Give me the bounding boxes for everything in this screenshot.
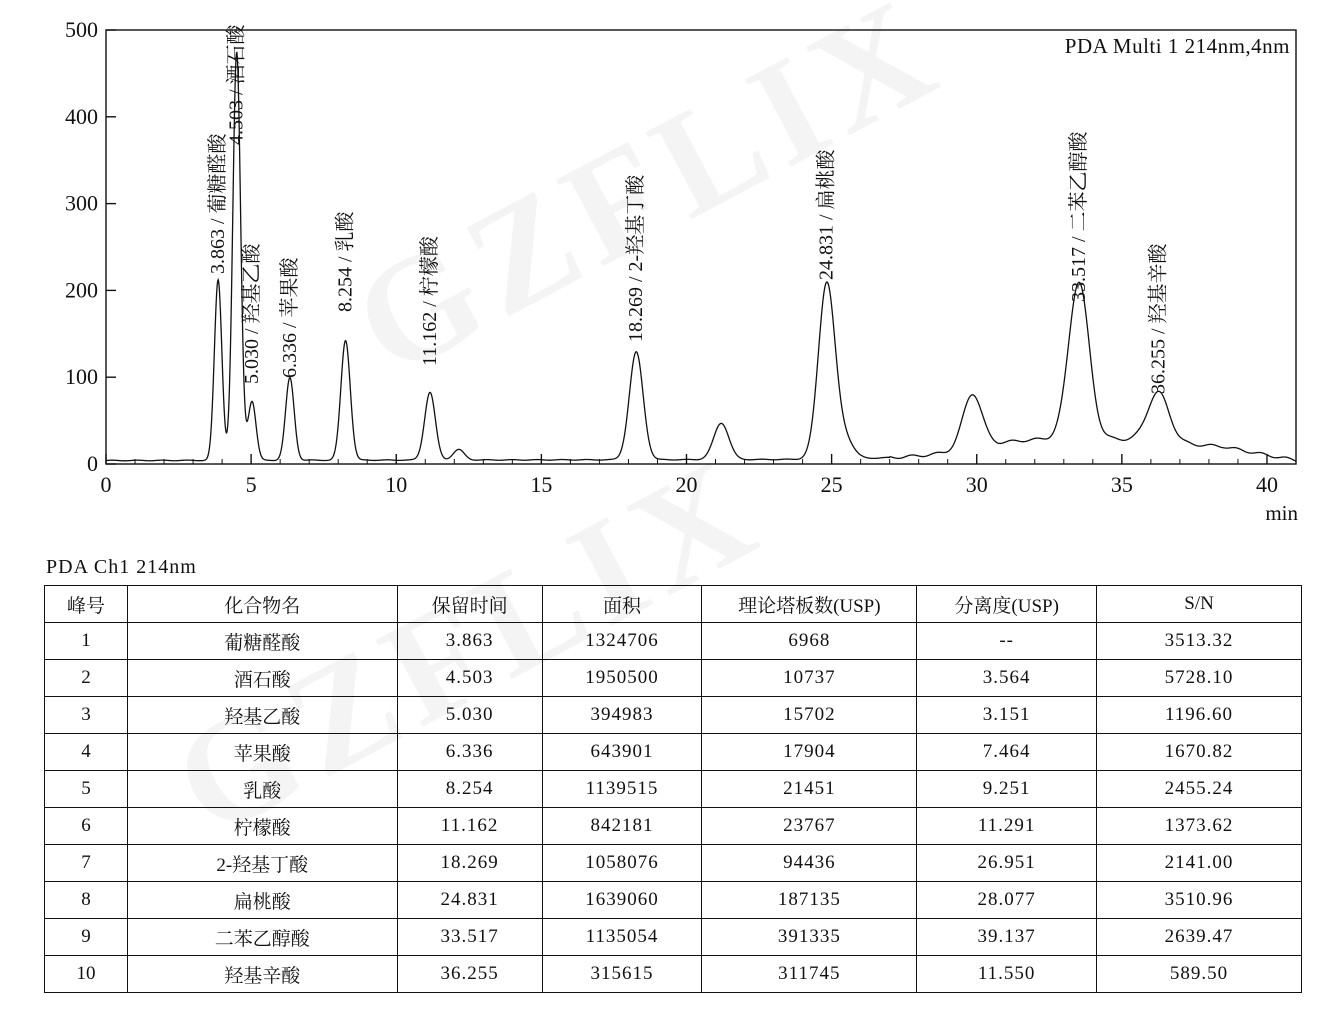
cell-compound-name: 羟基乙酸 [127, 697, 397, 734]
th-theoretical-plates: 理论塔板数(USP) [702, 586, 917, 623]
detector-legend: PDA Multi 1 214nm,4nm [1064, 34, 1290, 58]
peak-label: 3.863 / 葡糖醛酸 [207, 133, 230, 274]
table-row [45, 771, 1302, 808]
cell-resolution: 39.137 [917, 919, 1097, 956]
th-resolution: 分离度(USP) [917, 586, 1097, 623]
cell-plates: 391335 [702, 919, 917, 956]
chromatogram-plot [46, 12, 1308, 525]
y-tick-label: 300 [65, 190, 98, 216]
cell-retention-time: 6.336 [397, 734, 542, 771]
cell-plates: 15702 [702, 697, 917, 734]
cell-plates: 17904 [702, 734, 917, 771]
cell-peak-no: 4 [45, 734, 128, 771]
cell-area: 394983 [542, 697, 702, 734]
cell-retention-time: 18.269 [397, 845, 542, 882]
cell-retention-time: 4.503 [397, 660, 542, 697]
cell-compound-name: 二苯乙醇酸 [127, 919, 397, 956]
peak-label: 24.831 / 扁桃酸 [815, 149, 838, 280]
y-tick-label: 400 [65, 103, 98, 129]
plot-frame [106, 30, 1296, 464]
x-tick-label: 25 [820, 472, 843, 497]
peak-label: 36.255 / 羟基辛酸 [1147, 243, 1170, 394]
cell-retention-time: 11.162 [397, 808, 542, 845]
cell-plates: 311745 [702, 956, 917, 993]
cell-retention-time: 3.863 [397, 623, 542, 660]
y-tick-label: 100 [65, 364, 98, 390]
cell-retention-time: 5.030 [397, 697, 542, 734]
table-row [45, 697, 1302, 734]
x-tick-label: 0 [100, 472, 112, 497]
th-compound-name: 化合物名 [127, 586, 397, 623]
table-row [45, 882, 1302, 919]
cell-sn: 3513.32 [1097, 623, 1302, 660]
table-row [45, 808, 1302, 845]
peak-label: 33.517 / 二苯乙醇酸 [1067, 131, 1090, 302]
cell-area: 315615 [542, 956, 702, 993]
cell-compound-name: 扁桃酸 [127, 882, 397, 919]
cell-plates: 23767 [702, 808, 917, 845]
peak-label: 8.254 / 乳酸 [334, 211, 357, 312]
cell-area: 1135054 [542, 919, 702, 956]
cell-compound-name: 苹果酸 [127, 734, 397, 771]
cell-resolution: 26.951 [917, 845, 1097, 882]
x-tick-label: 20 [675, 472, 698, 497]
cell-area: 842181 [542, 808, 702, 845]
cell-plates: 94436 [702, 845, 917, 882]
peak-label: 11.162 / 柠檬酸 [418, 236, 441, 366]
table-row [45, 956, 1302, 993]
cell-compound-name: 柠檬酸 [127, 808, 397, 845]
cell-peak-no: 9 [45, 919, 128, 956]
cell-peak-no: 5 [45, 771, 128, 808]
cell-retention-time: 24.831 [397, 882, 542, 919]
cell-compound-name: 羟基辛酸 [127, 956, 397, 993]
cell-peak-no: 10 [45, 956, 128, 993]
table-header-row [45, 586, 1302, 623]
peak-label: 5.030 / 羟基乙酸 [240, 243, 263, 384]
y-tick-label: 200 [65, 277, 98, 303]
table-caption: PDA Ch1 214nm [46, 556, 197, 578]
cell-peak-no: 8 [45, 882, 128, 919]
cell-resolution: 7.464 [917, 734, 1097, 771]
cell-area: 1139515 [542, 771, 702, 808]
cell-peak-no: 1 [45, 623, 128, 660]
cell-resolution: 28.077 [917, 882, 1097, 919]
cell-area: 1324706 [542, 623, 702, 660]
x-tick-label: 40 [1255, 472, 1278, 497]
cell-resolution: 3.564 [917, 660, 1097, 697]
cell-peak-no: 2 [45, 660, 128, 697]
y-tick-label: 500 [65, 17, 98, 42]
cell-plates: 6968 [702, 623, 917, 660]
x-tick-label: 30 [965, 472, 988, 497]
cell-sn: 2455.24 [1097, 771, 1302, 808]
cell-area: 1950500 [542, 660, 702, 697]
table-row [45, 734, 1302, 771]
peak-table-section [44, 556, 1306, 993]
th-retention-time: 保留时间 [397, 586, 542, 623]
table-row [45, 919, 1302, 956]
cell-resolution: 11.291 [917, 808, 1097, 845]
cell-area: 1639060 [542, 882, 702, 919]
cell-sn: 589.50 [1097, 956, 1302, 993]
cell-plates: 21451 [702, 771, 917, 808]
cell-sn: 3510.96 [1097, 882, 1302, 919]
cell-resolution: 3.151 [917, 697, 1097, 734]
x-tick-label: 15 [530, 472, 553, 497]
cell-peak-no: 3 [45, 697, 128, 734]
cell-plates: 187135 [702, 882, 917, 919]
peak-table [44, 585, 1302, 993]
cell-compound-name: 酒石酸 [127, 660, 397, 697]
th-peak-no: 峰号 [45, 586, 128, 623]
th-area: 面积 [542, 586, 702, 623]
cell-peak-no: 6 [45, 808, 128, 845]
cell-compound-name: 乳酸 [127, 771, 397, 808]
cell-compound-name: 葡糖醛酸 [127, 623, 397, 660]
chromatogram-svg [46, 12, 1308, 525]
cell-peak-no: 7 [45, 845, 128, 882]
y-tick-label: 0 [87, 451, 98, 476]
cell-compound-name: 2-羟基丁酸 [127, 845, 397, 882]
table-row [45, 845, 1302, 882]
x-tick-label: 35 [1110, 472, 1133, 497]
cell-sn: 1670.82 [1097, 734, 1302, 771]
x-axis-unit: min [1265, 501, 1298, 525]
cell-sn: 5728.10 [1097, 660, 1302, 697]
cell-area: 643901 [542, 734, 702, 771]
cell-sn: 1373.62 [1097, 808, 1302, 845]
cell-area: 1058076 [542, 845, 702, 882]
cell-plates: 10737 [702, 660, 917, 697]
peak-label: 4.503 / 酒石酸 [225, 24, 248, 145]
cell-retention-time: 33.517 [397, 919, 542, 956]
cell-retention-time: 36.255 [397, 956, 542, 993]
cell-retention-time: 8.254 [397, 771, 542, 808]
table-row [45, 623, 1302, 660]
cell-resolution: -- [917, 623, 1097, 660]
cell-resolution: 11.550 [917, 956, 1097, 993]
cell-sn: 2141.00 [1097, 845, 1302, 882]
chromatogram-trace [106, 53, 1296, 462]
th-signal-noise: S/N [1097, 586, 1302, 623]
cell-resolution: 9.251 [917, 771, 1097, 808]
x-tick-label: 5 [245, 472, 257, 497]
table-row [45, 660, 1302, 697]
cell-sn: 1196.60 [1097, 697, 1302, 734]
x-tick-label: 10 [385, 472, 408, 497]
cell-sn: 2639.47 [1097, 919, 1302, 956]
peak-label: 18.269 / 2-羟基丁酸 [625, 174, 648, 342]
peak-label: 6.336 / 苹果酸 [278, 257, 301, 378]
